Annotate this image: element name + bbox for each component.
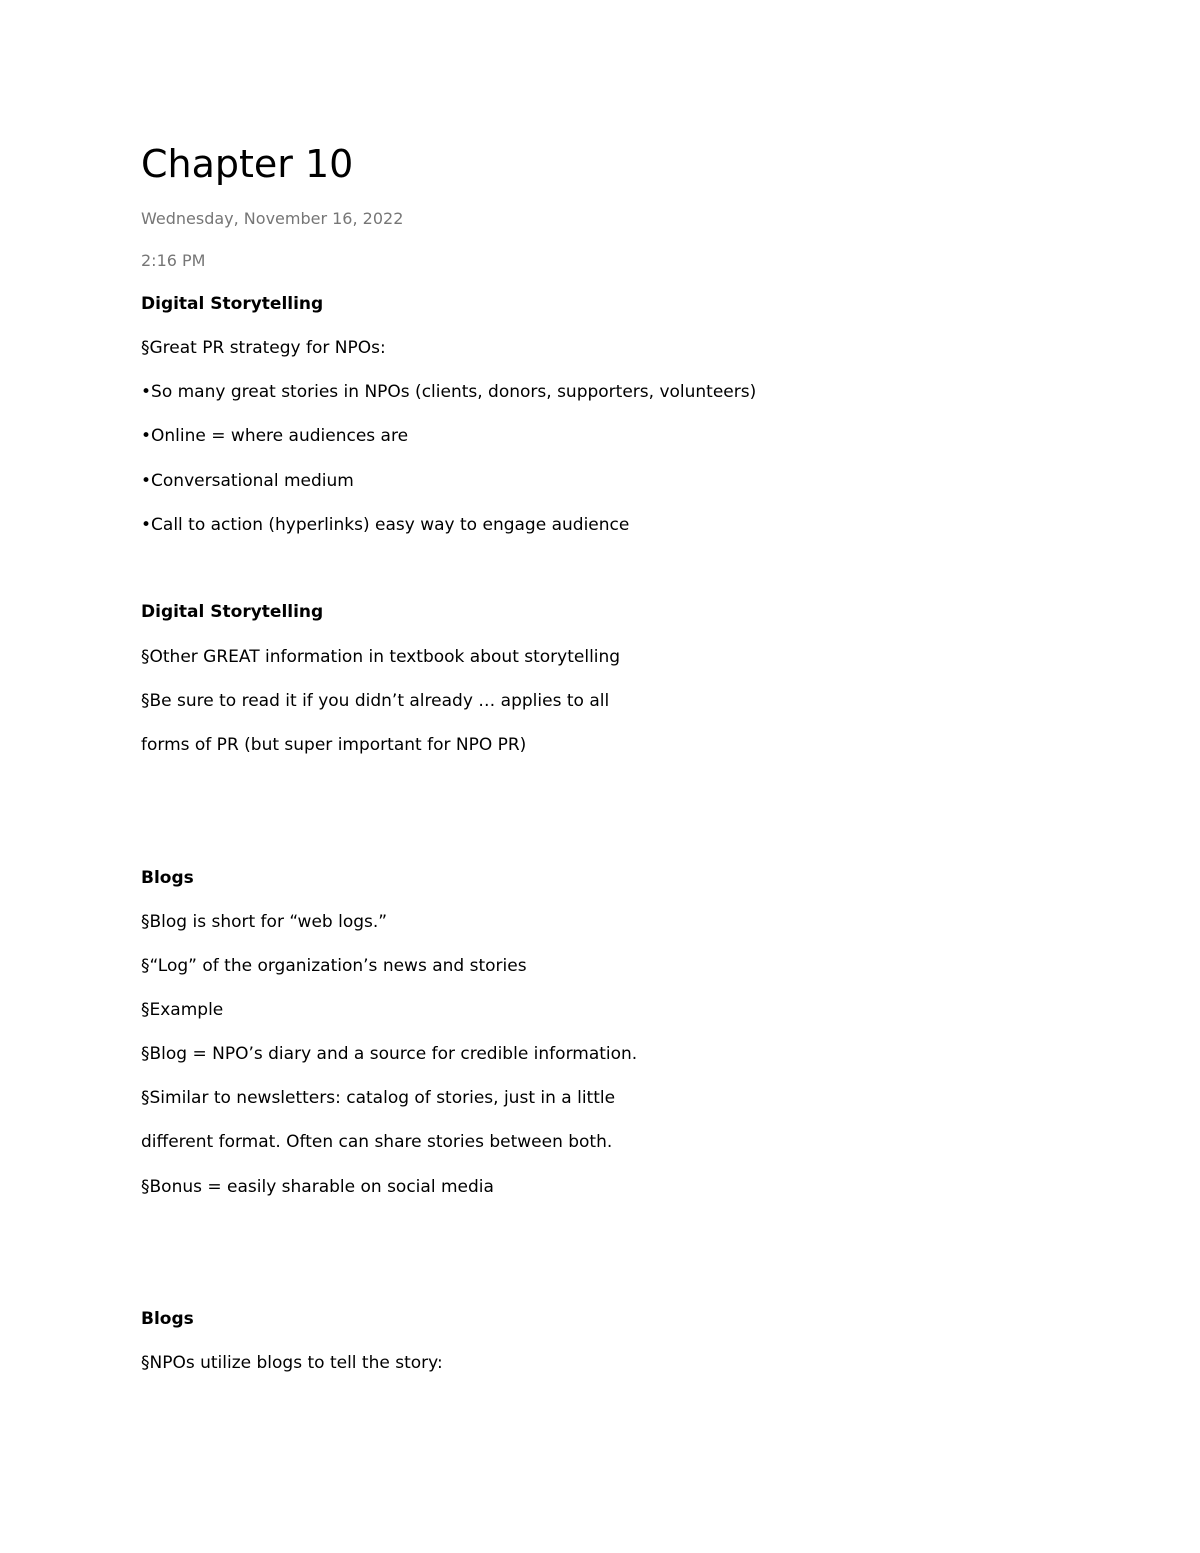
list-item: §Example	[141, 1000, 224, 1020]
list-item: §Other GREAT information in textbook about storytelling	[141, 647, 621, 667]
list-item: •Conversational medium	[141, 471, 354, 491]
list-item: forms of PR (but super important for NPO PR)	[141, 735, 527, 755]
list-item: different format. Often can share stories between both.	[141, 1132, 613, 1152]
list-item: §Be sure to read it if you didn’t already … applies to all	[141, 691, 610, 711]
page-title: Chapter 10	[141, 142, 354, 186]
section-heading: Blogs	[141, 868, 194, 888]
section-heading: Digital Storytelling	[141, 294, 324, 314]
list-item: •So many great stories in NPOs (clients, donors, supporters, volunteers)	[141, 382, 757, 402]
list-item: §Blog = NPO’s diary and a source for credible information.	[141, 1044, 638, 1064]
list-item: •Online = where audiences are	[141, 426, 409, 446]
list-item: §Blog is short for “web logs.”	[141, 912, 388, 932]
list-item: §NPOs utilize blogs to tell the story:	[141, 1353, 443, 1373]
section-heading: Blogs	[141, 1309, 194, 1329]
list-item: •Call to action (hyperlinks) easy way to engage audience	[141, 515, 630, 535]
list-item: §Bonus = easily sharable on social media	[141, 1177, 494, 1197]
section-heading: Digital Storytelling	[141, 602, 324, 622]
list-item: §“Log” of the organization’s news and stories	[141, 956, 527, 976]
list-item: §Great PR strategy for NPOs:	[141, 338, 386, 358]
list-item: §Similar to newsletters: catalog of stories, just in a little	[141, 1088, 616, 1108]
note-time: 2:16 PM	[141, 251, 206, 270]
note-date: Wednesday, November 16, 2022	[141, 209, 404, 228]
